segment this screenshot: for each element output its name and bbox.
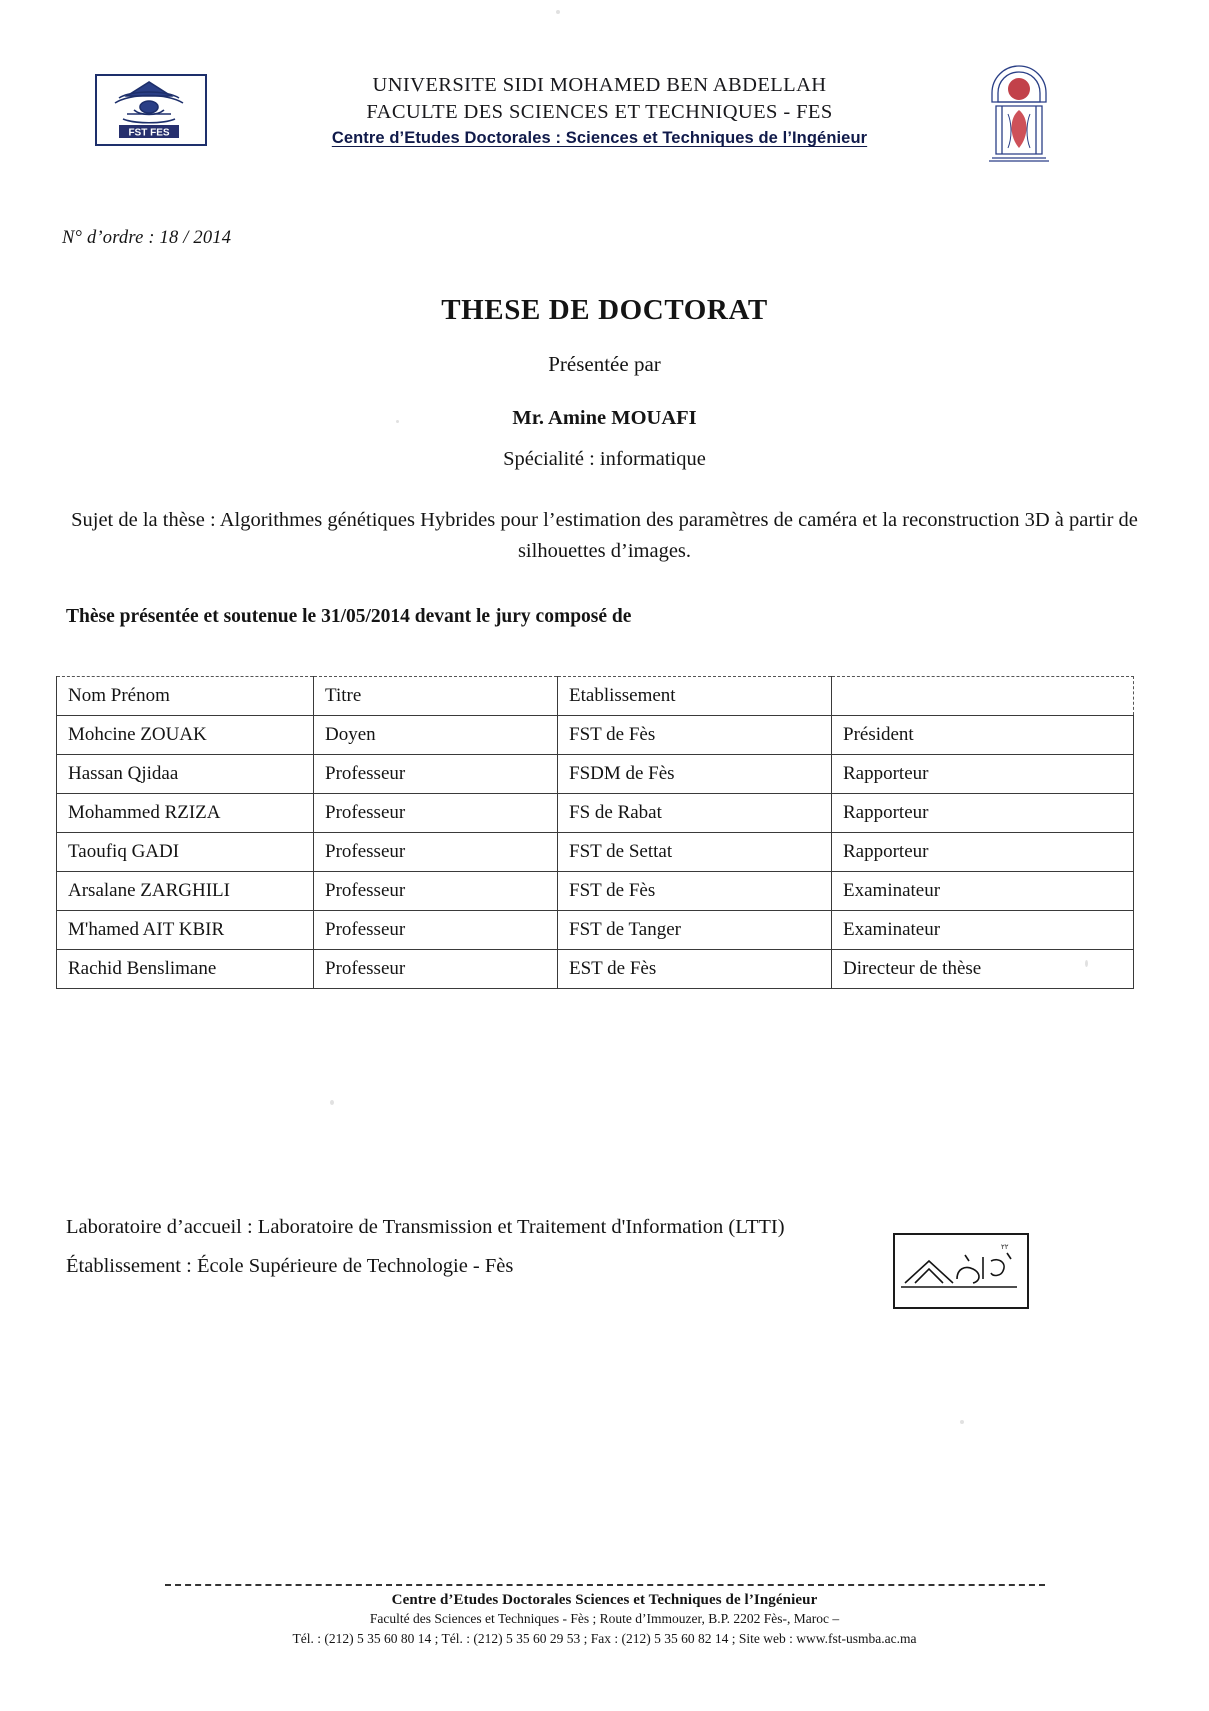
table-cell-establishment: FST de Fès [558,872,832,911]
order-number: N° d’ordre : 18 / 2014 [62,228,232,248]
table-row [57,794,1134,833]
author-name: Mr. Amine MOUAFI [512,407,697,429]
table-cell-name: Rachid Benslimane [57,950,314,989]
table-cell-establishment: FST de Settat [558,833,832,872]
host-laboratory: Laboratoire d’accueil : Laboratoire de Transmission et Traitement d'Information (LTTI) [66,1216,785,1238]
table-cell-establishment: FS de Rabat [558,794,832,833]
table-cell-name: Mohcine ZOUAK [57,716,314,755]
speciality-line: Spécialité : informatique [503,448,706,470]
table-row [57,755,1134,794]
doctoral-center-name: Centre d’Etudes Doctorales : Sciences et Techniques de l’Ingénieur [331,129,868,147]
table-cell-name: Mohammed RZIZA [57,794,314,833]
table-cell-title: Professeur [314,872,558,911]
table-cell-title: Professeur [314,794,558,833]
table-header-cell [832,677,1134,716]
table-row [57,833,1134,872]
table-header-cell: Nom Prénom [57,677,314,716]
svg-text:٢٢: ٢٢ [1001,1244,1009,1251]
table-cell-role: Rapporteur [832,755,1134,794]
table-row [57,716,1134,755]
table-cell-role: Examinateur [832,872,1134,911]
table-cell-title: Professeur [314,911,558,950]
table-cell-role: Président [832,716,1134,755]
table-cell-establishment: FSDM de Fès [558,755,832,794]
fst-fes-logo [95,74,207,146]
document-title: THESE DE DOCTORAT [441,294,768,326]
scan-speck [960,1420,964,1424]
table-cell-name: M'hamed AIT KBIR [57,911,314,950]
university-name: UNIVERSITE SIDI MOHAMED BEN ABDELLAH [372,74,827,96]
svg-text:FST FES: FST FES [128,127,170,139]
table-cell-name: Hassan Qjidaa [57,755,314,794]
scan-speck [330,1100,334,1105]
table-row [57,911,1134,950]
host-establishment: Établissement : École Supérieure de Technologie - Fès [66,1255,514,1277]
table-cell-name: Arsalane ZARGHILI [57,872,314,911]
table-cell-title: Professeur [314,755,558,794]
footer-contact: Tél. : (212) 5 35 60 80 14 ; Tél. : (212) 5 35 60 29 53 ; Fax : (212) 5 35 60 82 14 ; Site web : www.fst-usmba.ac.ma [292,1631,917,1646]
scan-speck [556,10,560,14]
thesis-subject-text: Algorithmes génétiques Hybrides pour l’estimation des paramètres de caméra et la reconstruction 3D à partir de silhouettes d’images. [219,509,1138,562]
header-text-block [235,72,964,148]
table-cell-establishment: EST de Fès [558,950,832,989]
page-footer [0,1584,1209,1649]
table-cell-title: Professeur [314,950,558,989]
table-cell-name: Taoufiq GADI [57,833,314,872]
table-cell-title: Doyen [314,716,558,755]
table-row [57,950,1134,989]
table-cell-establishment: FST de Fès [558,716,832,755]
footer-address: Faculté des Sciences et Techniques - Fès ; Route d’Immouzer, B.P. 2202 Fès-, Maroc – [369,1611,840,1626]
jury-table [56,676,1134,989]
table-header-cell: Titre [314,677,558,716]
table-cell-title: Professeur [314,833,558,872]
thesis-subject-label: Sujet de la thèse : [71,509,216,531]
table-cell-role: Directeur de thèse [832,950,1134,989]
university-crest-logo [976,62,1062,162]
faculty-name: FACULTE DES SCIENCES ET TECHNIQUES - FES [366,101,833,123]
footer-center-name: Centre d’Etudes Doctorales Sciences et Techniques de l’Ingénieur [391,1592,818,1608]
table-header-row [57,677,1134,716]
document-header [95,62,1124,167]
thesis-subject [66,505,1143,567]
defense-date-line: Thèse présentée et soutenue le 31/05/2014 devant le jury composé de [66,606,632,627]
footer-divider [165,1584,1045,1586]
table-header-cell: Etablissement [558,677,832,716]
table-cell-role: Rapporteur [832,833,1134,872]
table-cell-establishment: FST de Tanger [558,911,832,950]
table-row [57,872,1134,911]
host-laboratory-block [66,1208,785,1286]
table-cell-role: Rapporteur [832,794,1134,833]
arabic-seal-stamp [893,1233,1029,1309]
table-cell-role: Examinateur [832,911,1134,950]
presented-by-label: Présentée par [548,352,661,376]
